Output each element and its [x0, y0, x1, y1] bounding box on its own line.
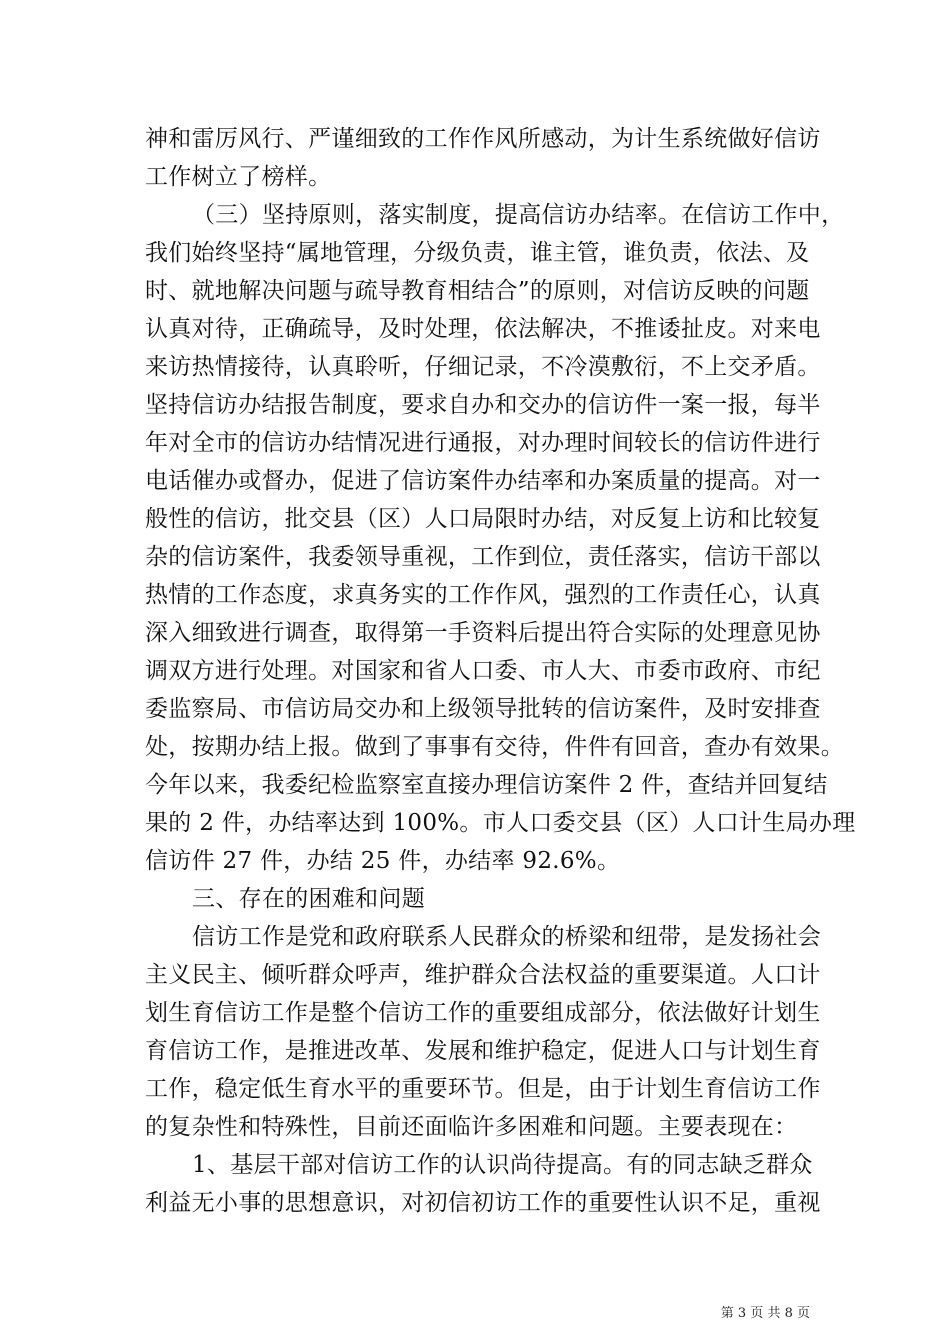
body-text-line: 育信访工作，是推进改革、发展和维护稳定，促进人口与计划生育: [145, 1038, 821, 1064]
body-text-line: 认真对待，正确疏导，及时处理，依法解决，不推诿扯皮。对来电: [145, 316, 821, 342]
body-text-line: 时、就地解决问题与疏导教育相结合”的原则，对信访反映的问题: [145, 278, 810, 304]
body-text-line: 处，按期办结上报。做到了事事有交待，件件有回音，查办有效果。: [145, 734, 844, 760]
body-text-line: 划生育信访工作是整个信访工作的重要组成部分，依法做好计划生: [145, 1000, 821, 1026]
body-text-line: 来访热情接待，认真聆听，仔细记录，不冷漠敷衍，不上交矛盾。: [145, 354, 821, 380]
body-text-line: 热情的工作态度，求真务实的工作作风，强烈的工作责任心，认真: [145, 582, 821, 608]
body-text-line: 神和雷厉风行、严谨细致的工作作风所感动，为计生系统做好信访: [145, 126, 821, 152]
body-text-line: 年对全市的信访办结情况进行通报，对办理时间较长的信访件进行: [145, 430, 821, 456]
body-text-line: 深入细致进行调查，取得第一手资料后提出符合实际的处理意见协: [145, 620, 821, 646]
body-text-line: 工作树立了榜样。: [145, 164, 332, 190]
body-text-line: 1、基层干部对信访工作的认识尚待提高。有的同志缺乏群众: [192, 1152, 813, 1178]
body-text-line: 的复杂性和特殊性，目前还面临许多困难和问题。主要表现在：: [145, 1114, 798, 1140]
body-text-line: 信访工作是党和政府联系人民群众的桥梁和纽带，是发扬社会: [192, 924, 822, 950]
body-text-line: 调双方进行处理。对国家和省人口委、市人大、市委市政府、市纪: [145, 658, 821, 684]
body-text-line: 利益无小事的思想意识，对初信初访工作的重要性认识不足，重视: [145, 1190, 821, 1216]
body-text-line: 坚持信访办结报告制度，要求自办和交办的信访件一案一报，每半: [145, 392, 821, 418]
body-text-line: 主义民主、倾听群众呼声，维护群众合法权益的重要渠道。人口计: [145, 962, 821, 988]
body-text-line: 杂的信访案件，我委领导重视，工作到位，责任落实，信访干部以: [145, 544, 821, 570]
paragraph-heading: （三）坚持原则，落实制度，提高信访办结率。在信访工作中，: [192, 202, 845, 228]
body-text-line: 果的 2 件，办结率达到 100%。市人口委交县（区）人口计生局办理: [145, 810, 856, 836]
body-text-line: 电话催办或督办，促进了信访案件办结率和办案质量的提高。对一: [145, 468, 821, 494]
body-text-line: 今年以来，我委纪检监察室直接办理信访案件 2 件，查结并回复结: [145, 772, 828, 798]
body-text-line: 工作，稳定低生育水平的重要环节。但是，由于计划生育信访工作: [145, 1076, 821, 1102]
body-text-line: 我们始终坚持“属地管理，分级负责，谁主管，谁负责，依法、及: [145, 240, 810, 266]
body-text-line: 般性的信访，批交县（区）人口局限时办结，对反复上访和比较复: [145, 506, 821, 532]
body-text-line: 信访件 27 件，办结 25 件，办结率 92.6%。: [145, 848, 621, 874]
section-heading: 三、存在的困难和问题: [192, 886, 425, 912]
body-text-line: 委监察局、市信访局交办和上级领导批转的信访案件，及时安排查: [145, 696, 821, 722]
page-number: 第 3 页 共 8 页: [720, 1306, 810, 1321]
